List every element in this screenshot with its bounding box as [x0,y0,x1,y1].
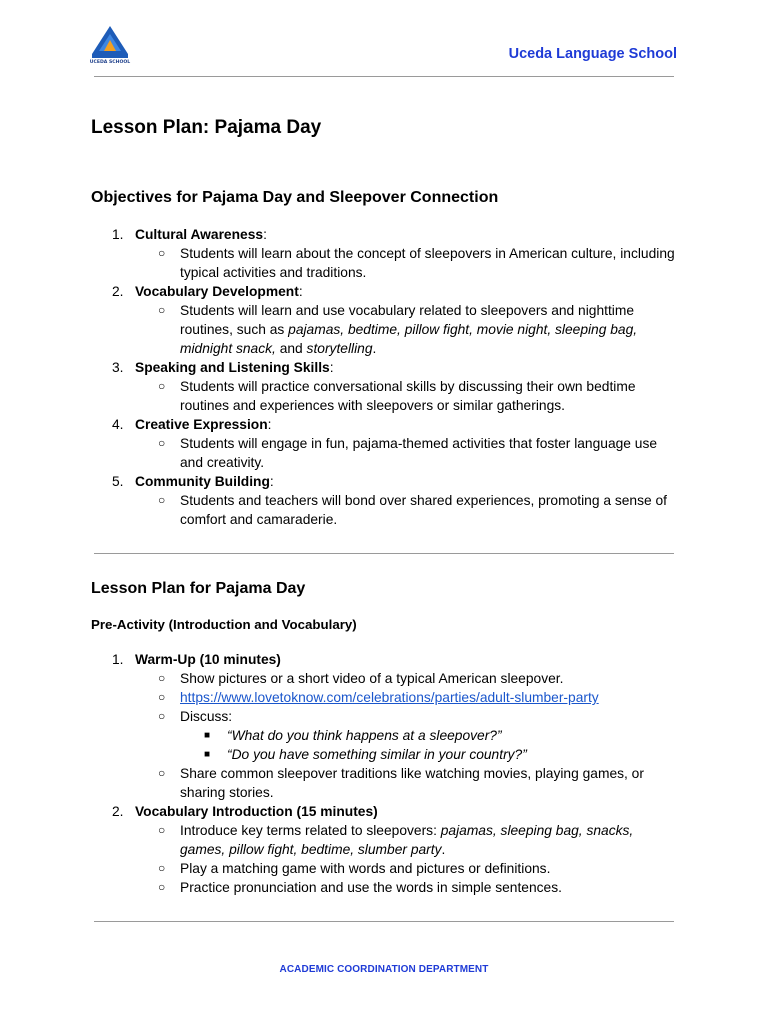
sub-item: ○ Show pictures or a short video of a typical American sleepover. [158,671,564,686]
footer-divider [94,921,674,922]
list-item: 1. Cultural Awareness: [112,227,267,242]
item-number: 4. [112,417,124,432]
item-label: Vocabulary Introduction (15 minutes) [135,804,378,819]
sub-item: ○ Students will practice conversational skills by discussing their own bedtime routines and experiences with sleepovers or similar gatherings. [158,379,636,413]
circle-bullet-icon: ○ [158,379,166,393]
item-label: Cultural Awareness [135,227,264,242]
item-number: 3. [112,360,124,375]
circle-bullet-icon: ○ [158,823,166,837]
objectives-list [0,225,768,529]
sub-item: ○ Play a matching game with words and pictures or definitions. [158,861,551,876]
item-label: Vocabulary Development [135,284,299,299]
item-label: Warm-Up (10 minutes) [135,652,281,667]
lesson-heading: Lesson Plan for Pajama Day [91,580,306,597]
logo-text: UCEDA SCHOOL [89,60,131,64]
item-label: Creative Expression [135,417,268,432]
circle-bullet-icon: ○ [158,690,166,704]
circle-bullet-icon: ○ [158,766,166,780]
question-item: ■ “What do you think happens at a sleepover?” [204,728,502,743]
item-number: 5. [112,474,124,489]
sub-item: ○ Discuss: [158,709,233,724]
list-item: 3. Speaking and Listening Skills: [112,360,334,375]
footer-department: ACADEMIC COORDINATION DEPARTMENT [279,964,489,975]
item-number: 2. [112,284,124,299]
list-item: 2. Vocabulary Development: [112,284,303,299]
circle-bullet-icon: ○ [158,493,166,507]
sub-item: ○ Share common sleepover traditions like watching movies, playing games, or sharing stories. [158,766,644,800]
circle-bullet-icon: ○ [158,303,166,317]
item-number: 1. [112,227,124,242]
sub-item [0,688,680,707]
page-title: Lesson Plan: Pajama Day [91,117,322,138]
list-item [0,802,680,821]
circle-bullet-icon: ○ [158,861,166,875]
circle-bullet-icon: ○ [158,436,166,450]
section-divider [94,553,674,554]
header-divider [94,76,674,77]
item-number: 1. [112,652,124,667]
school-name: Uceda Language School [508,46,677,62]
list-item [0,650,680,669]
item-label: Speaking and Listening Skills [135,360,330,375]
sub-item: ○ Students will engage in fun, pajama-themed activities that foster language use and creativity. [158,436,658,470]
circle-bullet-icon: ○ [158,246,166,260]
item-number: 2. [112,804,124,819]
sleepover-link[interactable]: https://www.lovetoknow.com/celebrations/parties/adult-slumber-party [180,690,599,705]
square-bullet-icon: ■ [204,730,211,741]
circle-bullet-icon: ○ [158,671,166,685]
lesson-list [0,650,768,897]
sub-item: ○ Students will learn and use vocabulary related to sleepovers and nighttime routines, such as pajamas, bedtime, pillow fight, movie night, sleeping bag, midnight snack, and storytelling. [158,303,638,356]
sub-item: ○ Students will learn about the concept of sleepovers in American culture, including typical activities and traditions. [158,246,675,280]
sub-item: ○ Students and teachers will bond over shared experiences, promoting a sense of comfort and camaraderie. [158,493,668,527]
list-item: 4. Creative Expression: [112,417,272,432]
question-item: ■ “Do you have something similar in your country?” [204,747,527,762]
pre-activity-heading: Pre-Activity (Introduction and Vocabulary) [91,617,357,632]
circle-bullet-icon: ○ [158,880,166,894]
list-item: 5. Community Building: [112,474,274,489]
circle-bullet-icon: ○ [158,709,166,723]
school-logo [88,24,132,64]
square-bullet-icon: ■ [204,749,211,760]
item-label: Community Building [135,474,270,489]
sub-item: ○ Introduce key terms related to sleepovers: pajamas, sleeping bag, snacks, games, pillow fight, bedtime, slumber party. [158,823,634,857]
objectives-heading: Objectives for Pajama Day and Sleepover Connection [91,189,499,206]
sub-item: ○ Practice pronunciation and use the words in simple sentences. [158,880,562,895]
